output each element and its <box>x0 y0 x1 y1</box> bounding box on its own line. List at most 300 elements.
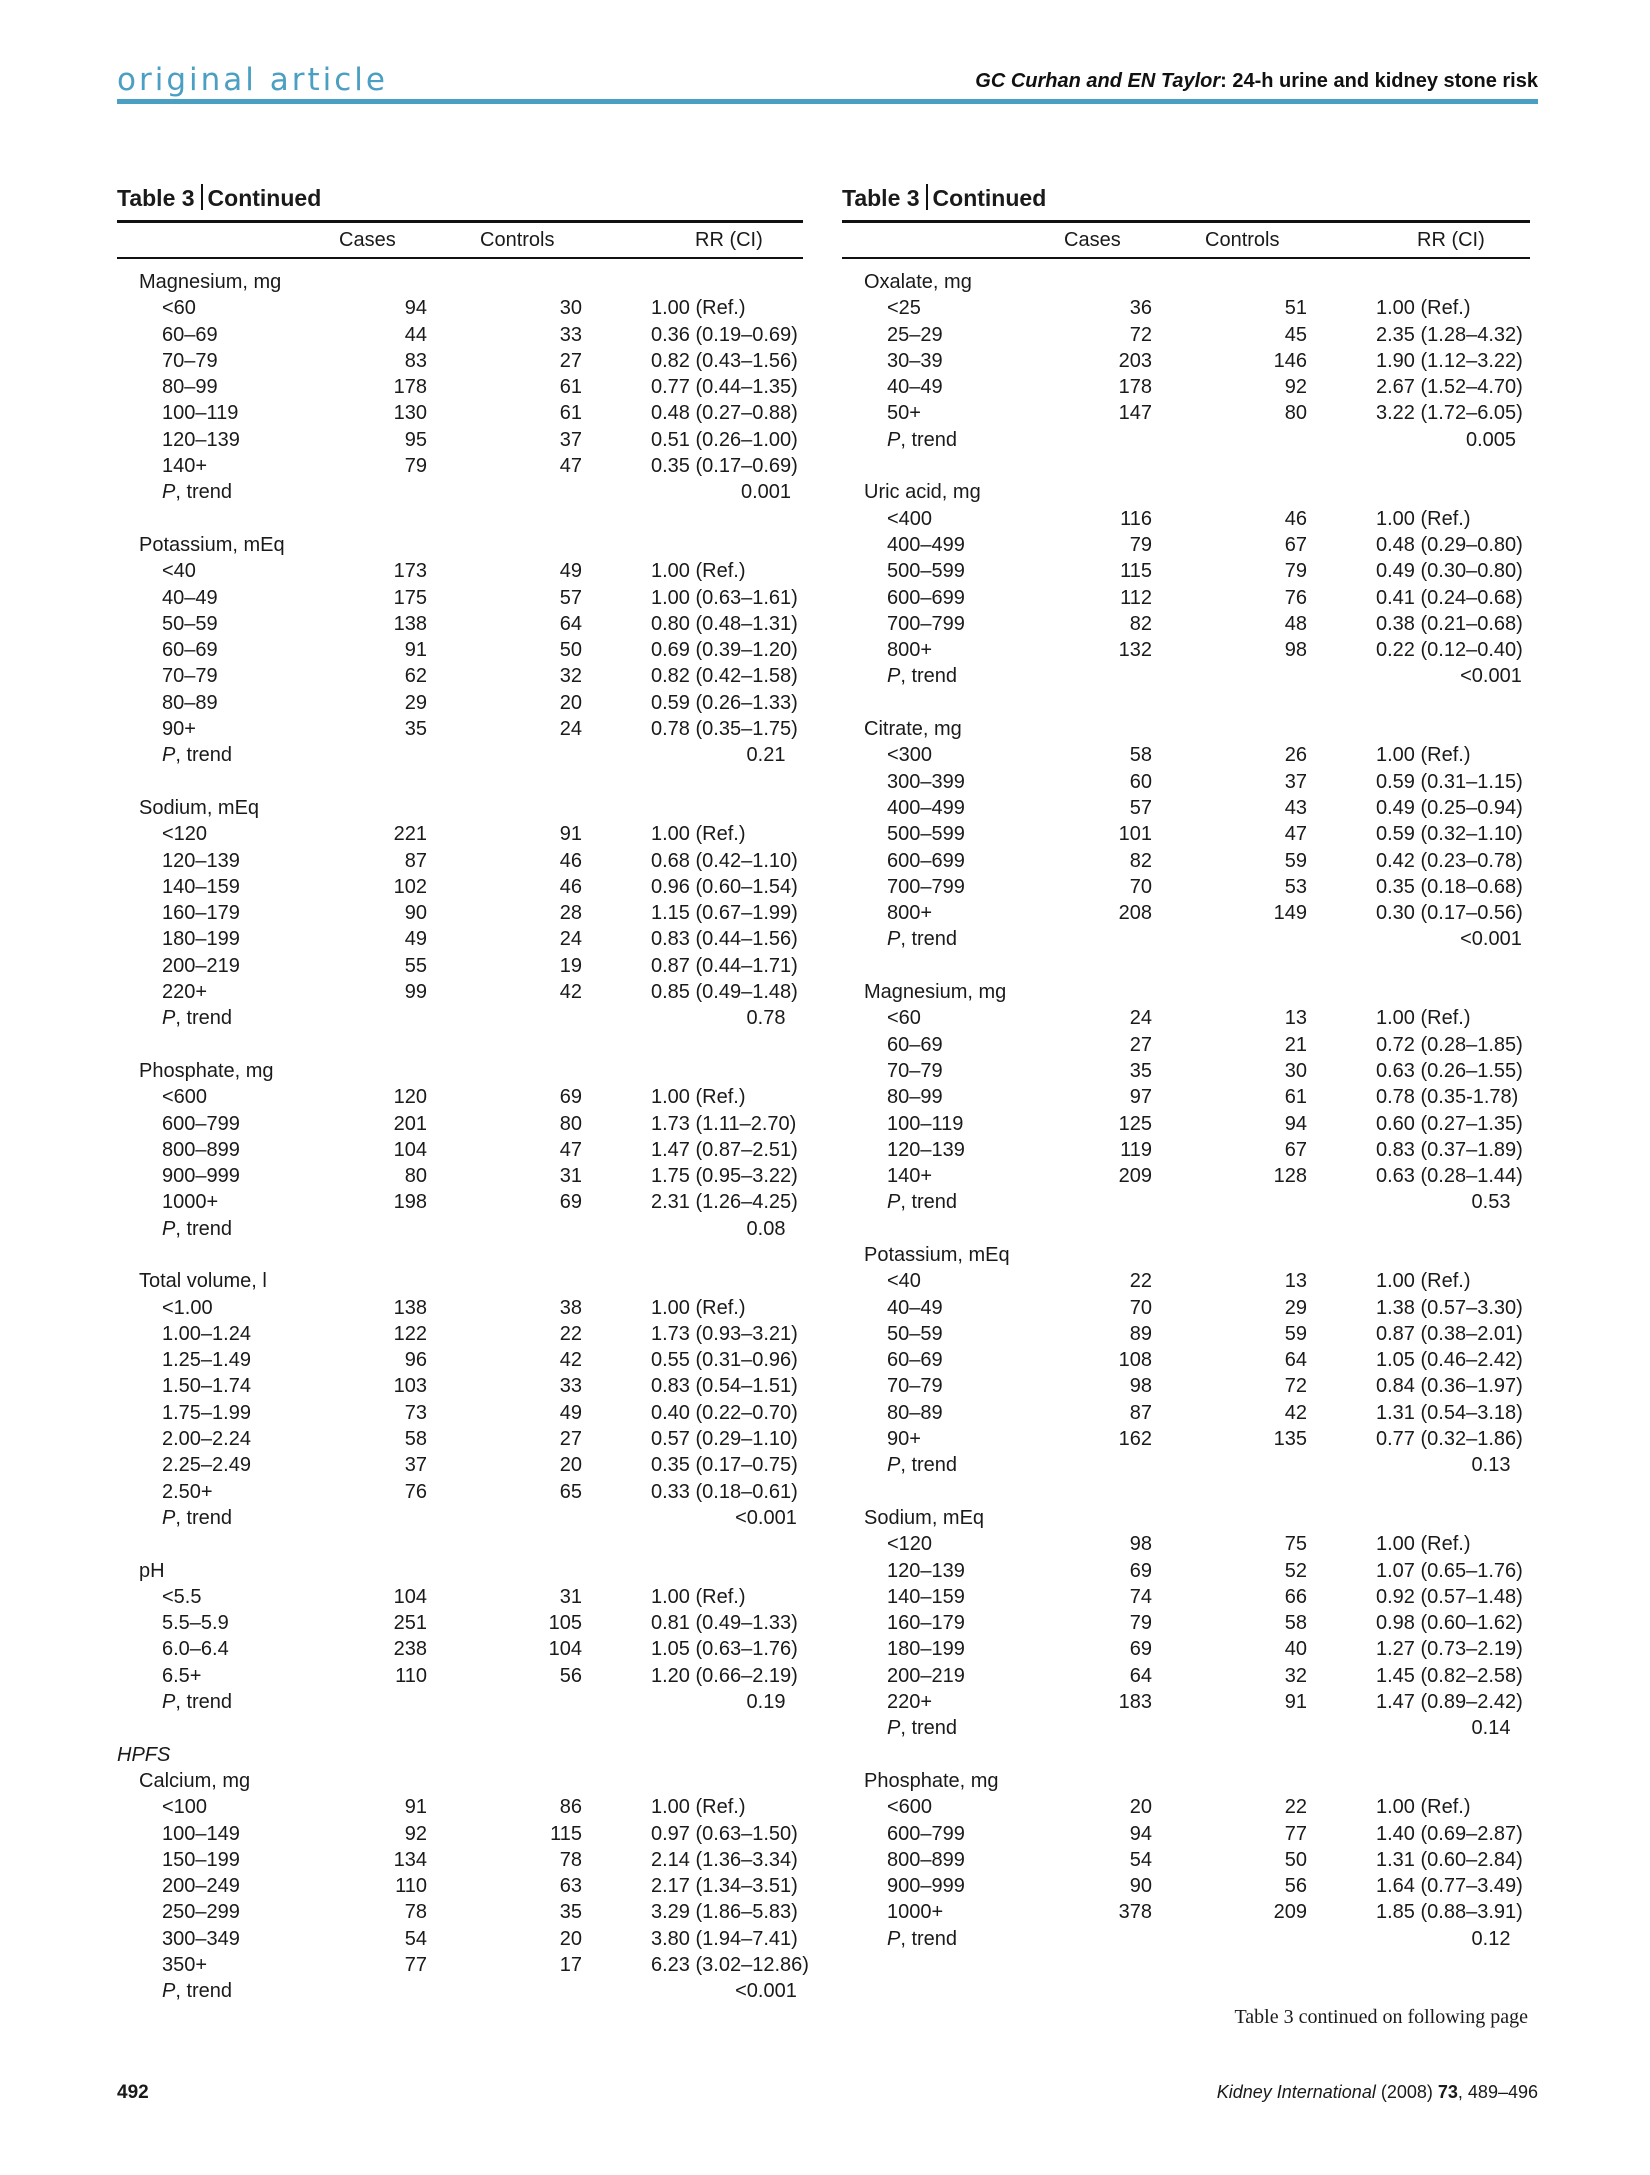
category-label: 600–799 <box>162 1112 240 1135</box>
category-label: 70–79 <box>162 349 218 372</box>
p-trend-label <box>162 1689 232 1715</box>
group-label: Calcium, mg <box>139 1769 251 1792</box>
cases-value: 221 <box>393 823 427 846</box>
p-trend-label <box>887 1715 957 1741</box>
p-symbol: P <box>887 428 901 451</box>
controls-value: 46 <box>1284 507 1307 530</box>
cases-value: 178 <box>1118 376 1152 399</box>
controls-value: 209 <box>1273 1901 1307 1924</box>
rr-ci-value: 3.22 (1.72–6.05) <box>1376 402 1523 425</box>
controls-value: 67 <box>1284 1138 1307 1161</box>
rr-ci-value: 0.49 (0.25–0.94) <box>1376 796 1523 819</box>
rr-ci-value: 0.81 (0.49–1.33) <box>651 1612 798 1635</box>
category-label: 5.5–5.9 <box>162 1612 229 1635</box>
rr-ci-value: 2.31 (1.26–4.25) <box>651 1191 798 1214</box>
rr-ci-value: 0.98 (0.60–1.62) <box>1376 1612 1523 1635</box>
table-row <box>117 1794 803 1820</box>
rr-ci-value: 0.78 (0.35–1.75) <box>651 718 798 741</box>
spacer-row <box>842 1216 1530 1242</box>
group-heading-row <box>842 1242 1530 1268</box>
group-heading-row <box>117 1768 803 1794</box>
controls-value: 66 <box>1284 1585 1307 1608</box>
table-row <box>842 900 1530 926</box>
controls-value: 80 <box>1284 402 1307 425</box>
p-symbol: P <box>887 1927 901 1950</box>
cases-value: 138 <box>393 612 427 635</box>
table-row <box>117 348 803 374</box>
p-symbol: P <box>887 665 901 688</box>
rr-ci-value: 0.42 (0.23–0.78) <box>1376 849 1523 872</box>
column-header-rr: RR (CI) <box>695 229 763 251</box>
rr-ci-value: 1.00 (Ref.) <box>1376 744 1471 767</box>
rr-ci-value: 0.60 (0.27–1.35) <box>1376 1112 1523 1135</box>
controls-value: 56 <box>559 1664 582 1687</box>
rr-ci-value: 0.72 (0.28–1.85) <box>1376 1033 1523 1056</box>
controls-value: 59 <box>1284 849 1307 872</box>
controls-value: 47 <box>559 1138 582 1161</box>
table-row <box>842 611 1530 637</box>
cases-value: 103 <box>393 1375 427 1398</box>
category-label: 180–199 <box>162 928 240 951</box>
rr-ci-value: 0.82 (0.42–1.58) <box>651 665 798 688</box>
group-label: pH <box>139 1559 165 1582</box>
rr-ci-value: 1.73 (1.11–2.70) <box>651 1112 797 1135</box>
controls-value: 135 <box>1273 1428 1307 1451</box>
table-row <box>842 1005 1530 1031</box>
group-heading-row <box>842 1768 1530 1794</box>
category-label: 100–149 <box>162 1822 240 1845</box>
controls-value: 79 <box>1284 560 1307 583</box>
category-label: <600 <box>887 1796 933 1819</box>
p-trend-row <box>117 1005 803 1031</box>
table-row <box>842 1111 1530 1137</box>
p-symbol: P <box>887 1454 901 1477</box>
p-trend-label <box>162 1216 232 1242</box>
rr-ci-value: 1.05 (0.63–1.76) <box>651 1638 798 1661</box>
cases-value: 203 <box>1118 349 1152 372</box>
cases-value: 74 <box>1129 1585 1152 1608</box>
table-number: Table 3 <box>842 185 920 211</box>
category-label: 1.25–1.49 <box>162 1349 251 1372</box>
controls-value: 42 <box>1284 1401 1307 1424</box>
continued-note: Table 3 continued on following page <box>1234 2006 1528 2028</box>
table-row <box>117 1873 803 1899</box>
category-label: 120–139 <box>887 1559 965 1582</box>
p-trend-text: , trend <box>900 928 958 951</box>
p-trend-label <box>162 1505 232 1531</box>
controls-value: 91 <box>1284 1691 1307 1714</box>
p-trend-row <box>842 427 1530 453</box>
category-label: 1000+ <box>887 1901 944 1924</box>
controls-value: 57 <box>559 586 582 609</box>
controls-value: 33 <box>559 1375 582 1398</box>
table-row <box>117 1295 803 1321</box>
table-right <box>842 180 1530 1952</box>
spacer-row <box>842 953 1530 979</box>
category-label: 300–349 <box>162 1927 240 1950</box>
table-row <box>842 1636 1530 1662</box>
cases-value: 70 <box>1129 1296 1152 1319</box>
rr-ci-value: 0.41 (0.24–0.68) <box>1376 586 1523 609</box>
group-heading-row <box>842 979 1530 1005</box>
cases-value: 91 <box>404 639 427 662</box>
controls-value: 33 <box>559 323 582 346</box>
p-trend-value: <0.001 <box>735 1506 797 1529</box>
p-trend-text: , trend <box>900 1191 958 1214</box>
cases-value: 89 <box>1129 1322 1152 1345</box>
rr-ci-value: 1.64 (0.77–3.49) <box>1376 1875 1523 1898</box>
cases-value: 54 <box>404 1927 427 1950</box>
cases-value: 79 <box>404 455 427 478</box>
category-label: 140–159 <box>162 875 240 898</box>
controls-value: 13 <box>1284 1270 1307 1293</box>
cases-value: 80 <box>404 1165 427 1188</box>
rr-ci-value: 1.00 (Ref.) <box>651 560 746 583</box>
category-label: <25 <box>887 297 921 320</box>
cases-value: 130 <box>393 402 427 425</box>
controls-value: 20 <box>559 1454 582 1477</box>
rr-ci-value: 0.30 (0.17–0.56) <box>1376 902 1523 925</box>
cases-value: 162 <box>1118 1428 1152 1451</box>
table-row <box>117 979 803 1005</box>
spacer-row <box>842 1479 1530 1505</box>
cases-value: 108 <box>1118 1349 1152 1372</box>
category-label: 50–59 <box>162 612 218 635</box>
cases-value: 87 <box>1129 1401 1152 1424</box>
rr-ci-value: 0.55 (0.31–0.96) <box>651 1349 798 1372</box>
table-row <box>117 821 803 847</box>
p-trend-text: , trend <box>900 428 958 451</box>
running-head-title: : 24-h urine and kidney stone risk <box>1220 70 1538 92</box>
table-row <box>842 1531 1530 1557</box>
category-label: 120–139 <box>162 849 240 872</box>
category-label: 90+ <box>162 718 196 741</box>
cases-value: 110 <box>395 1664 427 1687</box>
table-row <box>117 1084 803 1110</box>
controls-value: 78 <box>559 1848 582 1871</box>
table-row <box>117 1610 803 1636</box>
table-row <box>117 900 803 926</box>
p-trend-row <box>842 1189 1530 1215</box>
controls-value: 32 <box>1284 1664 1307 1687</box>
rr-ci-value: 0.84 (0.36–1.97) <box>1376 1375 1523 1398</box>
rr-ci-value: 0.48 (0.29–0.80) <box>1376 533 1523 556</box>
controls-value: 42 <box>559 981 582 1004</box>
table-row <box>842 1821 1530 1847</box>
controls-value: 29 <box>1284 1296 1307 1319</box>
cases-value: 76 <box>404 1480 427 1503</box>
category-label: 2.50+ <box>162 1480 213 1503</box>
running-head <box>975 70 1538 93</box>
category-label: 60–69 <box>162 639 218 662</box>
table-row <box>117 1163 803 1189</box>
controls-value: 67 <box>1284 533 1307 556</box>
cases-value: 94 <box>1129 1822 1152 1845</box>
p-symbol: P <box>162 1980 176 2003</box>
category-label: 40–49 <box>887 376 943 399</box>
rr-ci-value: 1.45 (0.82–2.58) <box>1376 1664 1523 1687</box>
p-trend-text: , trend <box>175 744 233 767</box>
spacer-row <box>842 453 1530 479</box>
cases-value: 122 <box>393 1322 427 1345</box>
table-row <box>117 611 803 637</box>
spacer-row <box>842 1742 1530 1768</box>
table-title <box>842 180 1530 220</box>
cases-value: 90 <box>1129 1875 1152 1898</box>
p-trend-text: , trend <box>175 481 233 504</box>
rr-ci-value: 0.40 (0.22–0.70) <box>651 1401 798 1424</box>
rr-ci-value: 0.33 (0.18–0.61) <box>651 1480 798 1503</box>
table-row <box>117 716 803 742</box>
cases-value: 147 <box>1118 402 1152 425</box>
rr-ci-value: 1.38 (0.57–3.30) <box>1376 1296 1523 1319</box>
controls-value: 19 <box>559 954 582 977</box>
group-heading-row <box>842 1505 1530 1531</box>
spacer-row <box>117 769 803 795</box>
category-label: 400–499 <box>887 533 965 556</box>
category-label: 400–499 <box>887 796 965 819</box>
table-header-rule <box>117 257 803 259</box>
cases-value: 69 <box>1129 1638 1152 1661</box>
controls-value: 27 <box>559 349 582 372</box>
category-label: <60 <box>887 1007 921 1030</box>
rr-ci-value: 0.48 (0.27–0.88) <box>651 402 798 425</box>
controls-value: 46 <box>559 849 582 872</box>
rr-ci-value: 1.75 (0.95–3.22) <box>651 1165 798 1188</box>
column-header-cases: Cases <box>339 229 396 251</box>
category-label: 140+ <box>162 455 208 478</box>
table-row <box>842 1689 1530 1715</box>
rr-ci-value: 0.83 (0.44–1.56) <box>651 928 798 951</box>
rr-ci-value: 2.17 (1.34–3.51) <box>651 1875 798 1898</box>
rr-ci-value: 0.80 (0.48–1.31) <box>651 612 798 635</box>
table-row <box>842 1137 1530 1163</box>
rr-ci-value: 0.68 (0.42–1.10) <box>651 849 798 872</box>
table-row <box>117 848 803 874</box>
p-trend-text: , trend <box>175 1217 233 1240</box>
journal-name: Kidney International <box>1216 2082 1376 2102</box>
rr-ci-value: 0.87 (0.38–2.01) <box>1376 1322 1523 1345</box>
controls-value: 61 <box>559 376 582 399</box>
p-trend-label <box>887 1189 957 1215</box>
group-heading-row <box>117 1058 803 1084</box>
table-header <box>117 223 803 257</box>
table-row <box>117 453 803 479</box>
rr-ci-value: 0.59 (0.32–1.10) <box>1376 823 1523 846</box>
controls-value: 76 <box>1284 586 1307 609</box>
spacer-row <box>117 1531 803 1557</box>
p-trend-label <box>887 1452 957 1478</box>
table-row <box>842 374 1530 400</box>
rr-ci-value: 0.49 (0.30–0.80) <box>1376 560 1523 583</box>
controls-value: 45 <box>1284 323 1307 346</box>
category-label: <120 <box>887 1533 933 1556</box>
cases-value: 115 <box>1120 560 1152 583</box>
cases-value: 101 <box>1118 823 1152 846</box>
rr-ci-value: 0.63 (0.26–1.55) <box>1376 1059 1523 1082</box>
category-label: 1.75–1.99 <box>162 1401 251 1424</box>
table-row <box>117 1189 803 1215</box>
table-row <box>117 427 803 453</box>
category-label: <300 <box>887 744 933 767</box>
p-trend-text: , trend <box>175 1691 233 1714</box>
cases-value: 378 <box>1118 1901 1152 1924</box>
cohort-label: HPFS <box>117 1743 171 1766</box>
category-label: 350+ <box>162 1954 208 1976</box>
rr-ci-value: 1.05 (0.46–2.42) <box>1376 1349 1523 1372</box>
cases-value: 125 <box>1118 1112 1152 1135</box>
p-trend-value: 0.78 <box>746 1007 786 1030</box>
table-row <box>842 795 1530 821</box>
cases-value: 54 <box>1129 1848 1152 1871</box>
cases-value: 77 <box>404 1954 427 1976</box>
category-label: 900–999 <box>162 1165 240 1188</box>
controls-value: 63 <box>559 1875 582 1898</box>
table-row <box>117 926 803 952</box>
p-trend-text: , trend <box>175 1980 233 2003</box>
cases-value: 78 <box>404 1901 427 1924</box>
p-trend-text: , trend <box>900 1927 958 1950</box>
p-trend-text: , trend <box>175 1007 233 1030</box>
p-trend-value: <0.001 <box>735 1980 797 2003</box>
cases-value: 198 <box>393 1191 427 1214</box>
category-label: 80–99 <box>162 376 218 399</box>
cases-value: 98 <box>1129 1375 1152 1398</box>
cases-value: 92 <box>404 1822 427 1845</box>
controls-value: 40 <box>1284 1638 1307 1661</box>
group-heading-row <box>117 1558 803 1584</box>
table-row <box>117 1821 803 1847</box>
p-trend-value: 0.53 <box>1471 1191 1511 1214</box>
rr-ci-value: 1.00 (Ref.) <box>651 1796 746 1819</box>
controls-value: 37 <box>1284 770 1307 793</box>
controls-value: 53 <box>1284 875 1307 898</box>
rr-ci-value: 0.57 (0.29–1.10) <box>651 1428 798 1451</box>
category-label: 80–89 <box>162 691 218 714</box>
rr-ci-value: 2.35 (1.28–4.32) <box>1376 323 1523 346</box>
table-row <box>842 1268 1530 1294</box>
group-label: Uric acid, mg <box>864 481 981 504</box>
cases-value: 24 <box>1129 1007 1152 1030</box>
cases-value: 175 <box>393 586 427 609</box>
controls-value: 59 <box>1284 1322 1307 1345</box>
cases-value: 64 <box>1129 1664 1152 1687</box>
table-row <box>842 1610 1530 1636</box>
rr-ci-value: 1.31 (0.54–3.18) <box>1376 1401 1523 1424</box>
rr-ci-value: 1.00 (Ref.) <box>1376 297 1471 320</box>
p-trend-row <box>842 663 1530 689</box>
table-body <box>117 269 809 2005</box>
category-label: 120–139 <box>162 428 240 451</box>
category-label: 700–799 <box>887 612 965 635</box>
controls-value: 58 <box>1284 1612 1307 1635</box>
category-label: 160–179 <box>887 1612 965 1635</box>
rr-ci-value: 1.31 (0.60–2.84) <box>1376 1848 1523 1871</box>
controls-value: 47 <box>559 455 582 478</box>
controls-value: 32 <box>559 665 582 688</box>
category-label: 250–299 <box>162 1901 240 1924</box>
table-row <box>842 1163 1530 1189</box>
controls-value: 35 <box>559 1901 582 1924</box>
table-row <box>117 1926 803 1952</box>
cases-value: 35 <box>1129 1059 1152 1082</box>
table-row <box>842 821 1530 847</box>
controls-value: 50 <box>1284 1848 1307 1871</box>
table-row <box>842 585 1530 611</box>
group-label: Magnesium, mg <box>864 981 1007 1004</box>
p-trend-row <box>842 1926 1530 1952</box>
controls-value: 21 <box>1284 1033 1307 1056</box>
cases-value: 112 <box>1120 586 1152 609</box>
p-trend-text: , trend <box>900 1717 958 1740</box>
cases-value: 251 <box>393 1612 427 1635</box>
p-trend-row <box>842 1715 1530 1741</box>
cases-value: 35 <box>404 718 427 741</box>
controls-value: 86 <box>559 1796 582 1819</box>
table-row <box>842 1321 1530 1347</box>
category-label: 800+ <box>887 639 933 662</box>
cases-value: 209 <box>1118 1165 1152 1188</box>
table-row <box>842 295 1530 321</box>
controls-value: 128 <box>1273 1165 1307 1188</box>
controls-value: 69 <box>559 1086 582 1109</box>
p-trend-row <box>117 479 803 505</box>
p-trend-value: <0.001 <box>1460 928 1522 951</box>
spacer-row <box>117 1715 803 1741</box>
category-label: 1000+ <box>162 1191 219 1214</box>
table-row <box>117 874 803 900</box>
controls-value: 46 <box>559 875 582 898</box>
group-label: Magnesium, mg <box>139 271 282 293</box>
table-row <box>117 374 803 400</box>
category-label: 200–219 <box>162 954 240 977</box>
title-separator <box>201 184 203 210</box>
p-symbol: P <box>162 1506 176 1529</box>
category-label: 600–799 <box>887 1822 965 1845</box>
controls-value: 52 <box>1284 1559 1307 1582</box>
category-label: 800–899 <box>887 1848 965 1871</box>
category-label: 100–119 <box>162 402 239 425</box>
controls-value: 47 <box>1284 823 1307 846</box>
controls-value: 65 <box>559 1480 582 1503</box>
group-heading-row <box>842 479 1530 505</box>
rr-ci-value: 0.85 (0.49–1.48) <box>651 981 798 1004</box>
rr-ci-value: 0.35 (0.17–0.75) <box>651 1454 798 1477</box>
table-row <box>117 690 803 716</box>
rr-ci-value: 0.83 (0.37–1.89) <box>1376 1138 1523 1161</box>
table-row <box>117 1952 809 1978</box>
table-row <box>842 1847 1530 1873</box>
cases-value: 72 <box>1129 323 1152 346</box>
category-label: 6.0–6.4 <box>162 1638 229 1661</box>
controls-value: 49 <box>559 560 582 583</box>
cases-value: 173 <box>393 560 427 583</box>
table-row <box>842 1347 1530 1373</box>
rr-ci-value: 0.63 (0.28–1.44) <box>1376 1165 1523 1188</box>
controls-value: 77 <box>1284 1822 1307 1845</box>
column-header-controls: Controls <box>1205 229 1280 251</box>
cases-value: 20 <box>1129 1796 1152 1819</box>
table-row <box>117 1137 803 1163</box>
p-trend-row <box>117 1216 803 1242</box>
category-label: 1.00–1.24 <box>162 1322 251 1345</box>
category-label: 600–699 <box>887 586 965 609</box>
category-label: 800+ <box>887 902 933 925</box>
group-heading-row <box>842 716 1530 742</box>
category-label: 70–79 <box>887 1375 943 1398</box>
rr-ci-value: 0.92 (0.57–1.48) <box>1376 1585 1523 1608</box>
category-label: 200–249 <box>162 1875 240 1898</box>
